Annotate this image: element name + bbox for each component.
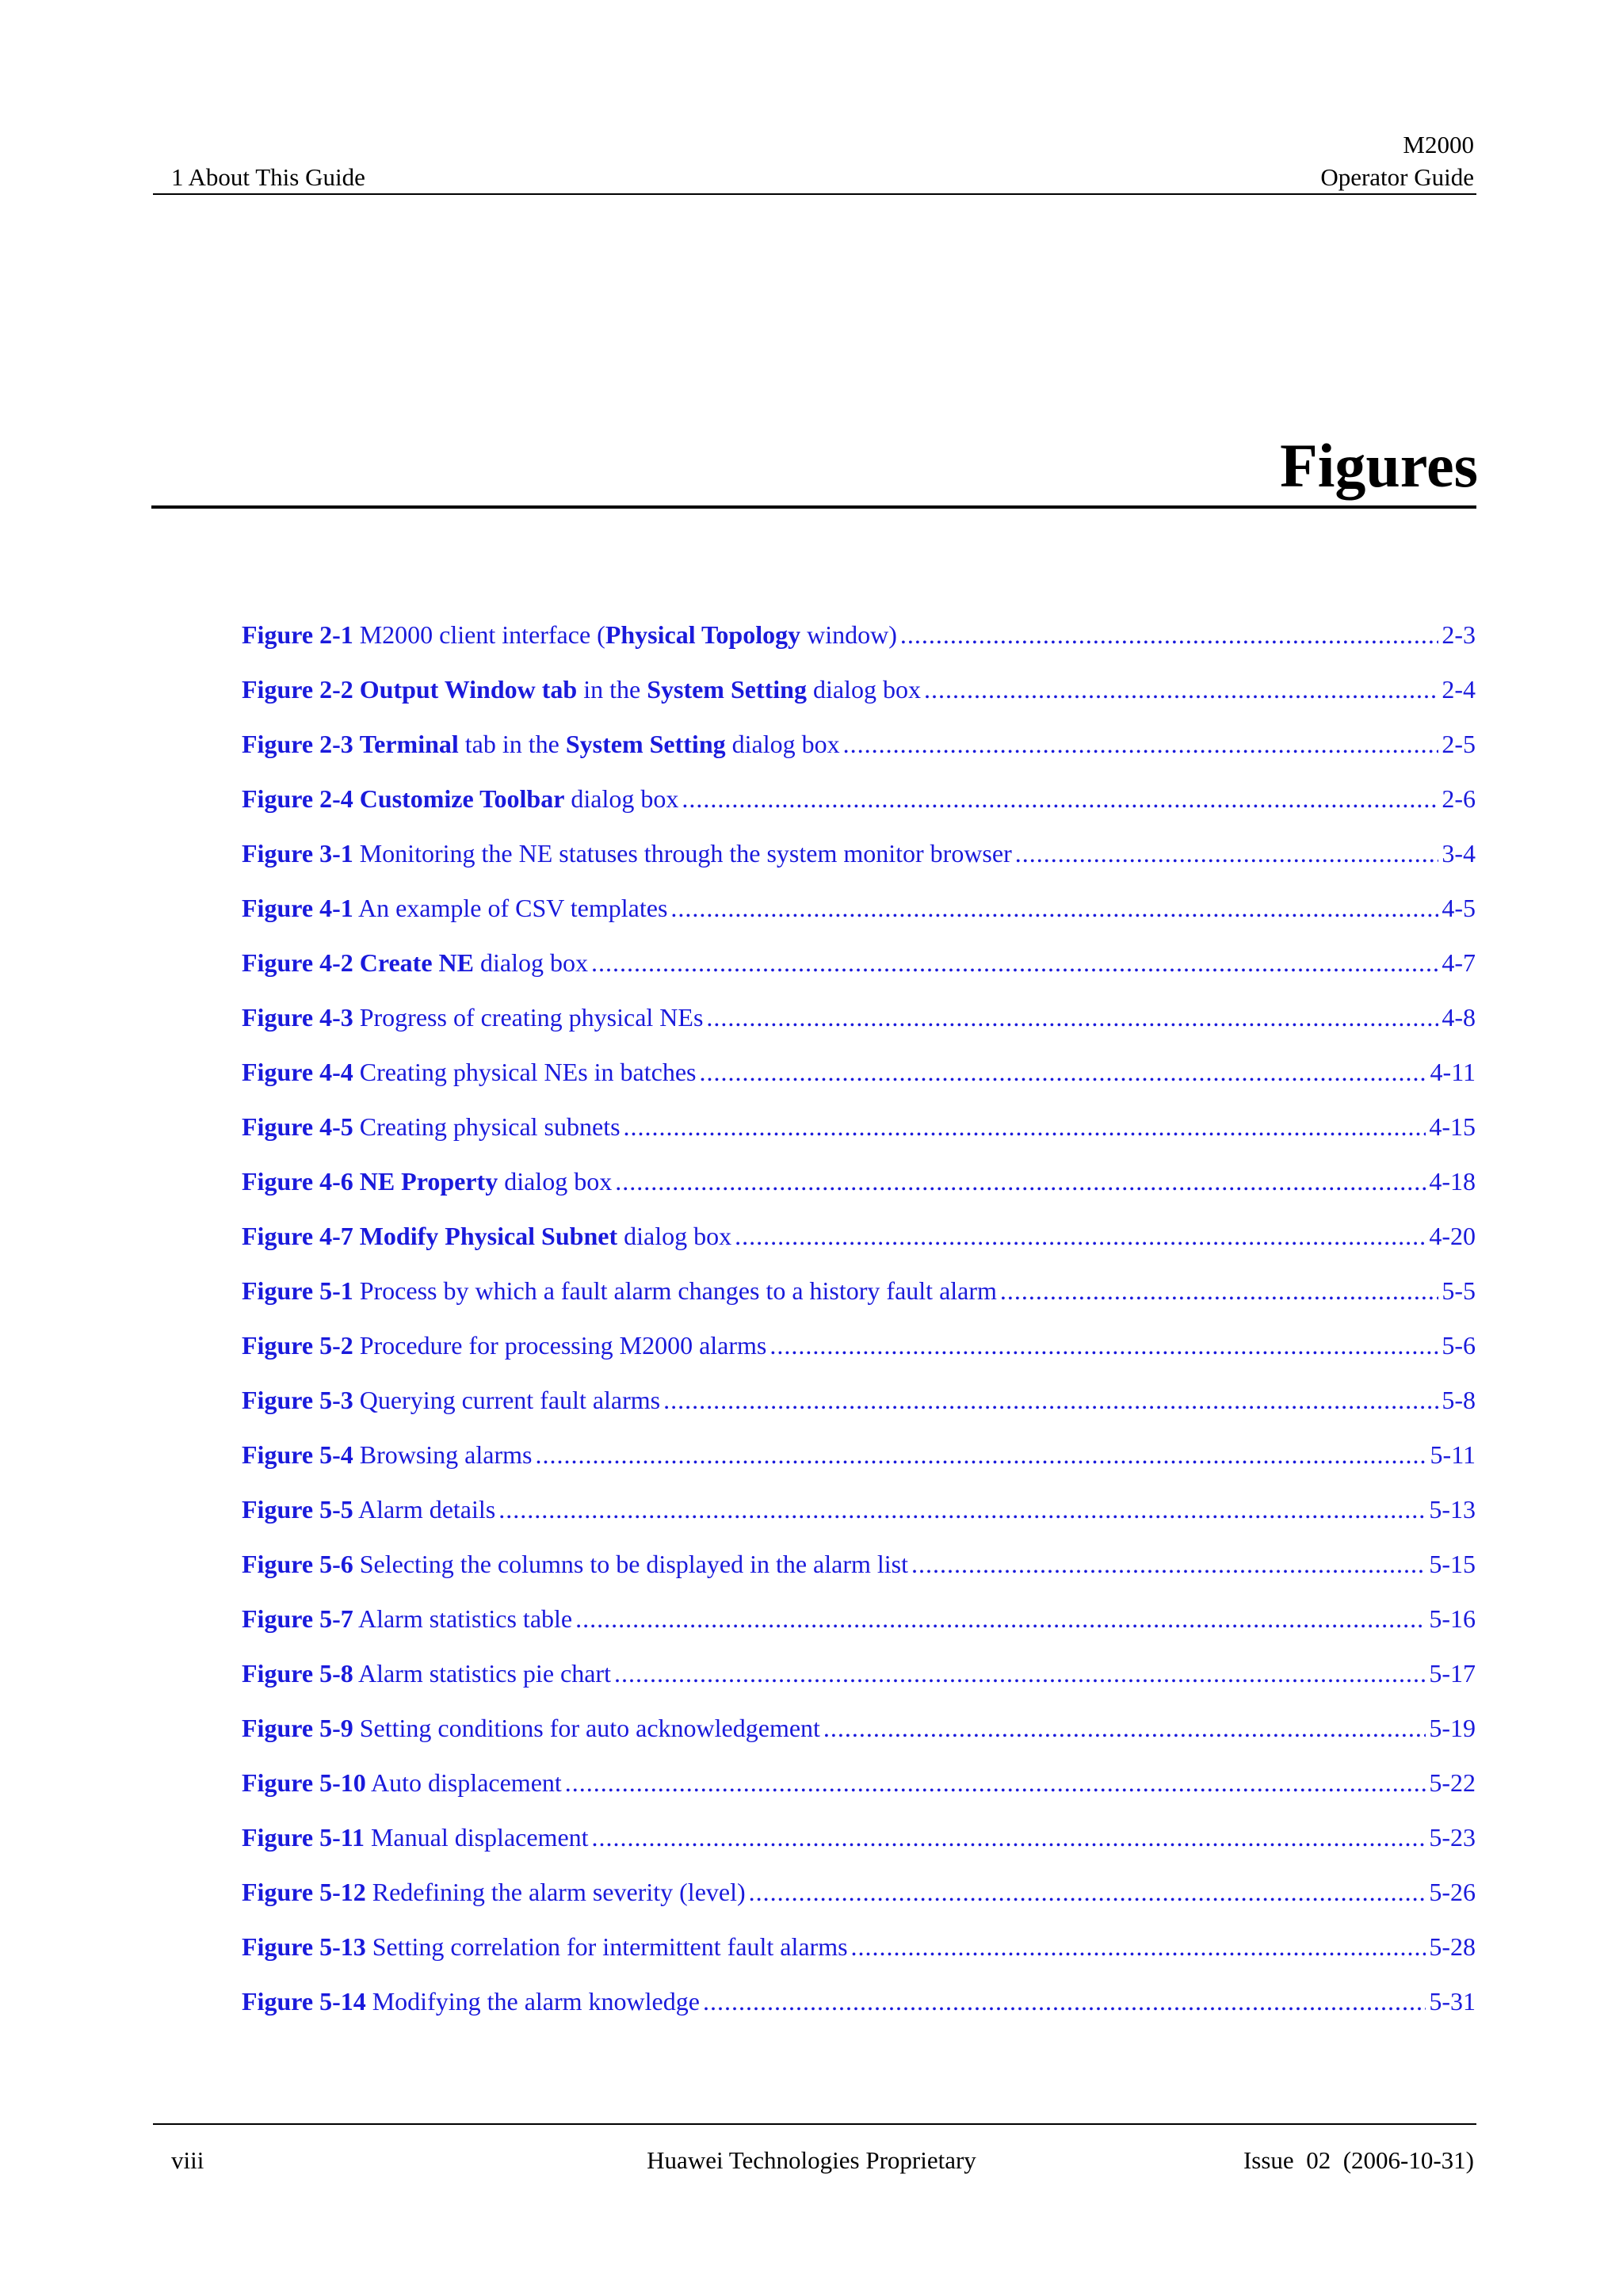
- toc-entry-text: [242, 890, 667, 926]
- page-reference: 5-19: [1429, 1714, 1476, 1742]
- figure-number: Figure 5-3: [242, 1386, 353, 1414]
- page-reference: 4-18: [1429, 1167, 1476, 1196]
- toc-entry-link[interactable]: [242, 1764, 1476, 1819]
- toc-entry-text: [242, 1928, 848, 1965]
- toc-entry-link[interactable]: [242, 1382, 1476, 1436]
- ui-term: System Setting: [647, 675, 807, 704]
- caption-text: Procedure for processing M2000 alarms: [353, 1331, 767, 1360]
- caption-text: dialog box: [564, 784, 679, 813]
- dot-leader: [900, 616, 1438, 653]
- toc-entry-text: [242, 1874, 746, 1910]
- caption-text: in the: [577, 675, 647, 704]
- toc-entry-text: [242, 1819, 589, 1855]
- footer-proprietary: Huawei Technologies Proprietary: [647, 2146, 976, 2174]
- figure-number: Figure 2-3: [242, 730, 353, 758]
- dot-leader: [749, 1874, 1426, 1910]
- ui-term: NE Property: [359, 1167, 498, 1196]
- figure-number: Figure 4-6: [242, 1167, 353, 1196]
- toc-entry-text: [242, 1382, 660, 1418]
- toc-entry-link[interactable]: [242, 616, 1476, 671]
- figure-number: Figure 4-2: [242, 948, 353, 977]
- page-reference: 5-26: [1429, 1878, 1476, 1906]
- toc-entry-text: [242, 1491, 495, 1527]
- toc-entry-link[interactable]: [242, 726, 1476, 780]
- toc-entry-link[interactable]: [242, 944, 1476, 999]
- page-reference: 5-6: [1442, 1331, 1476, 1360]
- page-reference: 2-3: [1442, 620, 1476, 649]
- figure-number: Figure 5-9: [242, 1714, 353, 1742]
- caption-text: Auto displacement: [365, 1768, 562, 1797]
- page-reference: 5-5: [1442, 1276, 1476, 1305]
- caption-text: Selecting the columns to be displayed in the alarm list: [353, 1550, 909, 1578]
- toc-entry-link[interactable]: [242, 1218, 1476, 1272]
- figure-number: Figure 4-1: [242, 894, 353, 922]
- ui-term: System Setting: [565, 730, 726, 758]
- toc-entry-link[interactable]: [242, 835, 1476, 890]
- toc-entry-text: [242, 1983, 700, 2019]
- toc-entry-link[interactable]: [242, 1546, 1476, 1600]
- caption-text: Alarm statistics table: [353, 1604, 573, 1633]
- caption-text: Alarm details: [353, 1495, 496, 1524]
- figure-number: Figure 4-4: [242, 1058, 353, 1086]
- toc-entry-text: [242, 1600, 572, 1637]
- figure-number: Figure 5-1: [242, 1276, 353, 1305]
- toc-entry-text: [242, 1764, 562, 1801]
- page-reference: 3-4: [1442, 839, 1476, 868]
- caption-text: [353, 730, 360, 758]
- figure-number: Figure 5-8: [242, 1659, 353, 1688]
- toc-entry-text: [242, 1655, 611, 1691]
- caption-text: Monitoring the NE statuses through the system monitor browser: [353, 839, 1012, 868]
- toc-entry-text: [242, 1163, 612, 1199]
- figure-number: Figure 5-4: [242, 1440, 353, 1469]
- dot-leader: [535, 1436, 1426, 1473]
- dot-leader: [615, 1163, 1426, 1199]
- page-reference: 5-22: [1429, 1768, 1476, 1797]
- dot-leader: [735, 1218, 1426, 1254]
- toc-entry-link[interactable]: [242, 1272, 1476, 1327]
- toc-entry-text: [242, 1436, 532, 1473]
- figure-number: Figure 2-1: [242, 620, 353, 649]
- caption-text: Creating physical subnets: [353, 1112, 621, 1141]
- page-reference: 4-15: [1429, 1112, 1476, 1141]
- footer-rule: [153, 2123, 1476, 2125]
- caption-text: dialog box: [806, 675, 921, 704]
- figure-number: Figure 5-13: [242, 1932, 366, 1961]
- caption-text: dialog box: [617, 1222, 732, 1250]
- caption-text: tab in the: [458, 730, 566, 758]
- header-rule: [153, 193, 1476, 195]
- dot-leader: [614, 1655, 1426, 1691]
- toc-entry-text: [242, 1108, 621, 1145]
- toc-entry-link[interactable]: [242, 1163, 1476, 1218]
- caption-text: Manual displacement: [364, 1823, 589, 1852]
- figure-number: Figure 5-11: [242, 1823, 365, 1852]
- figure-number: Figure 5-10: [242, 1768, 366, 1797]
- toc-entry-text: [242, 835, 1012, 871]
- toc-entry-text: [242, 1546, 908, 1582]
- page-reference: 5-11: [1430, 1440, 1476, 1469]
- toc-entry-link[interactable]: [242, 1819, 1476, 1874]
- dot-leader: [823, 1710, 1426, 1746]
- figure-number: Figure 3-1: [242, 839, 353, 868]
- figure-number: Figure 5-2: [242, 1331, 353, 1360]
- ui-term: Customize Toolbar: [359, 784, 565, 813]
- toc-entry-link[interactable]: [242, 1054, 1476, 1108]
- dot-leader: [624, 1108, 1426, 1145]
- toc-entry-text: [242, 780, 678, 817]
- figure-number: Figure 2-2: [242, 675, 353, 704]
- toc-entry-text: [242, 1054, 697, 1090]
- dot-leader: [843, 726, 1439, 762]
- figure-number: Figure 4-5: [242, 1112, 353, 1141]
- caption-text: Redefining the alarm severity (level): [365, 1878, 746, 1906]
- figure-number: Figure 5-5: [242, 1495, 353, 1524]
- page-reference: 2-5: [1442, 730, 1476, 758]
- caption-text: Process by which a fault alarm changes to a history fault alarm: [353, 1276, 997, 1305]
- title-rule: [151, 505, 1476, 509]
- figure-number: Figure 5-14: [242, 1987, 366, 2016]
- figure-number: Figure 5-6: [242, 1550, 353, 1578]
- page-reference: 4-11: [1430, 1058, 1476, 1086]
- dot-leader: [924, 671, 1438, 707]
- toc-entry-link[interactable]: [242, 1600, 1476, 1655]
- dot-leader: [1000, 1272, 1438, 1309]
- figure-number: Figure 5-12: [242, 1878, 366, 1906]
- dot-leader: [670, 890, 1438, 926]
- ui-term: Create NE: [359, 948, 474, 977]
- toc-entry-link[interactable]: [242, 1108, 1476, 1163]
- page-reference: 4-20: [1429, 1222, 1476, 1250]
- toc-entry-link[interactable]: [242, 780, 1476, 835]
- figure-number: Figure 5-7: [242, 1604, 353, 1633]
- caption-text: [353, 675, 360, 704]
- toc-entry-link[interactable]: [242, 1491, 1476, 1546]
- figure-number: Figure 2-4: [242, 784, 353, 813]
- caption-text: dialog box: [473, 948, 588, 977]
- dot-leader: [498, 1491, 1426, 1527]
- header-product: M2000: [1403, 131, 1474, 158]
- caption-text: dialog box: [498, 1167, 613, 1196]
- caption-text: Creating physical NEs in batches: [353, 1058, 697, 1086]
- running-header-right: [1320, 128, 1474, 193]
- toc-entry-link[interactable]: [242, 1983, 1476, 2038]
- caption-text: [353, 1222, 360, 1250]
- toc-entry-link[interactable]: [242, 1327, 1476, 1382]
- page-reference: 2-6: [1442, 784, 1476, 813]
- toc-entry-link[interactable]: [242, 1874, 1476, 1928]
- dot-leader: [575, 1600, 1426, 1637]
- dot-leader: [911, 1546, 1426, 1582]
- figures-list: [242, 616, 1476, 2038]
- page-reference: 5-8: [1442, 1386, 1476, 1414]
- dot-leader: [565, 1764, 1426, 1801]
- caption-text: Modifying the alarm knowledge: [365, 1987, 700, 2016]
- caption-text: Browsing alarms: [353, 1440, 533, 1469]
- footer-issue: Issue 02 (2006-10-31): [1243, 2146, 1474, 2174]
- dot-leader: [682, 780, 1438, 817]
- toc-entry-link[interactable]: [242, 671, 1476, 726]
- dot-leader: [700, 1054, 1427, 1090]
- dot-leader: [591, 944, 1438, 981]
- dot-leader: [851, 1928, 1426, 1965]
- figure-number: Figure 4-7: [242, 1222, 353, 1250]
- toc-entry-link[interactable]: [242, 999, 1476, 1054]
- caption-text: Alarm statistics pie chart: [353, 1659, 611, 1688]
- dot-leader: [703, 1983, 1426, 2019]
- page-reference: 5-15: [1429, 1550, 1476, 1578]
- caption-text: [353, 1167, 360, 1196]
- figure-number: Figure 4-3: [242, 1003, 353, 1032]
- ui-term: Terminal: [359, 730, 459, 758]
- header-doc-type: Operator Guide: [1320, 163, 1474, 191]
- toc-entry-text: [242, 1710, 820, 1746]
- page-reference: 5-13: [1429, 1495, 1476, 1524]
- page-title: Figures: [1280, 431, 1478, 500]
- toc-entry-link[interactable]: [242, 1928, 1476, 1983]
- header-chapter: 1 About This Guide: [171, 163, 365, 191]
- caption-text: [353, 948, 360, 977]
- footer-page-number: viii: [171, 2146, 204, 2174]
- page-reference: 5-28: [1429, 1932, 1476, 1961]
- ui-term: Modify Physical Subnet: [359, 1222, 618, 1250]
- caption-text: Querying current fault alarms: [353, 1386, 661, 1414]
- toc-entry-link[interactable]: [242, 1655, 1476, 1710]
- page-reference: 5-23: [1429, 1823, 1476, 1852]
- toc-entry-text: [242, 1272, 997, 1309]
- toc-entry-text: [242, 944, 588, 981]
- caption-text: Setting correlation for intermittent fault alarms: [365, 1932, 848, 1961]
- dot-leader: [1015, 835, 1439, 871]
- toc-entry-link[interactable]: [242, 1436, 1476, 1491]
- caption-text: dialog box: [725, 730, 840, 758]
- dot-leader: [592, 1819, 1426, 1855]
- toc-entry-text: [242, 1327, 766, 1363]
- toc-entry-text: [242, 671, 921, 707]
- ui-term: Output Window tab: [359, 675, 578, 704]
- toc-entry-link[interactable]: [242, 1710, 1476, 1764]
- ui-term: Physical Topology: [605, 620, 801, 649]
- page-reference: 4-8: [1442, 1003, 1476, 1032]
- page-reference: 4-7: [1442, 948, 1476, 977]
- caption-text: An example of CSV templates: [353, 894, 668, 922]
- toc-entry-text: [242, 999, 703, 1035]
- page-reference: 5-31: [1429, 1987, 1476, 2016]
- dot-leader: [706, 999, 1438, 1035]
- caption-text: M2000 client interface (: [353, 620, 605, 649]
- page-reference: 5-16: [1429, 1604, 1476, 1633]
- toc-entry-text: [242, 616, 897, 653]
- dot-leader: [769, 1327, 1438, 1363]
- caption-text: Progress of creating physical NEs: [353, 1003, 704, 1032]
- dot-leader: [663, 1382, 1438, 1418]
- toc-entry-text: [242, 1218, 731, 1254]
- caption-text: Setting conditions for auto acknowledgement: [353, 1714, 820, 1742]
- page-reference: 2-4: [1442, 675, 1476, 704]
- toc-entry-link[interactable]: [242, 890, 1476, 944]
- toc-entry-text: [242, 726, 840, 762]
- caption-text: [353, 784, 360, 813]
- page-reference: 4-5: [1442, 894, 1476, 922]
- caption-text: window): [800, 620, 897, 649]
- page-reference: 5-17: [1429, 1659, 1476, 1688]
